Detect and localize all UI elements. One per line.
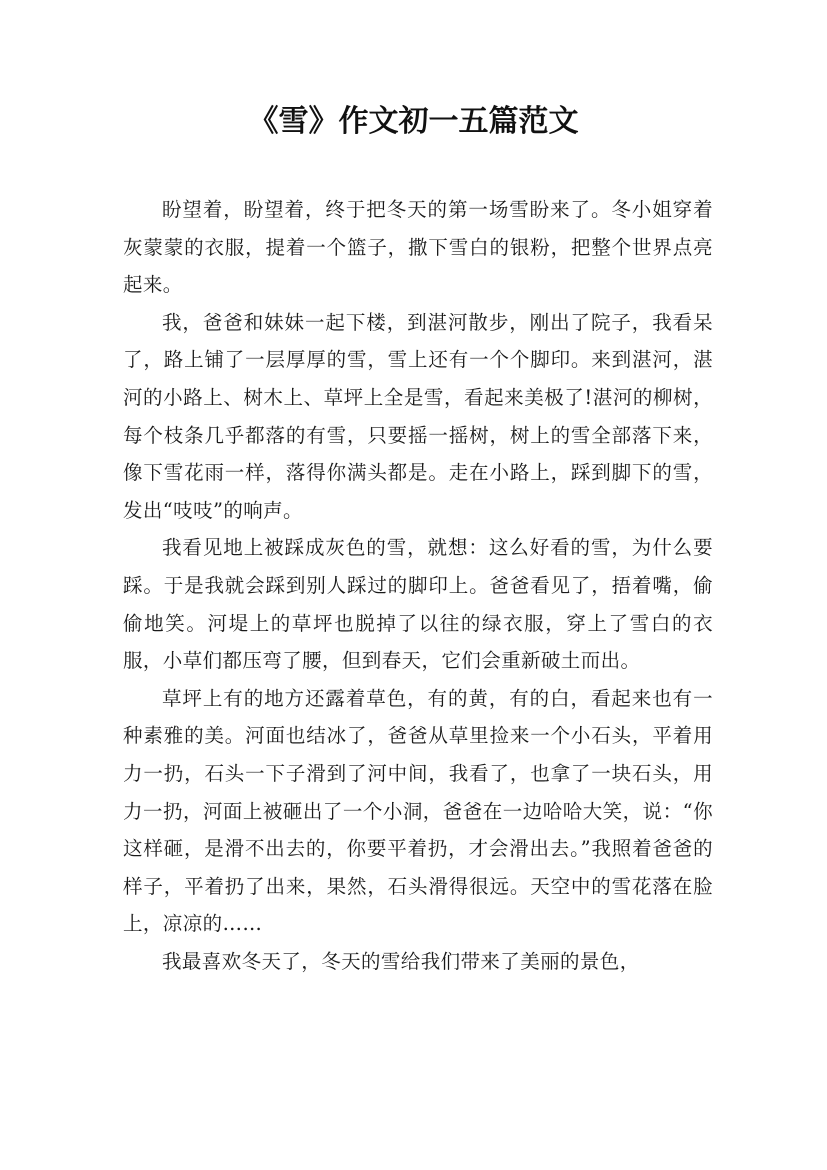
paragraph-2: 我，爸爸和妹妹一起下楼，到湛河散步，刚出了院子，我看呆了，路上铺了一层厚厚的雪，雪上还有一个个脚印。来到湛河，湛河的小路上、树木上、草坪上全是雪，看起来美极了!湛河的柳树，每个枝条几乎都落的有雪，只要摇一摇树，树上的雪全部落下来，像下雪花雨一样，落得你满头都是。走在小路上，踩到脚下的雪，发出“吱吱”的响声。 [123,310,713,522]
paragraph-3: 我看见地上被踩成灰色的雪，就想：这么好看的雪，为什么要踩。于是我就会踩到别人踩过的脚印上。爸爸看见了，捂着嘴，偷偷地笑。河堤上的草坪也脱掉了以往的绿衣服，穿上了雪白的衣服，小草们都压弯了腰，但到春天，它们会重新破土而出。 [123,536,713,673]
paragraph-4: 草坪上有的地方还露着草色，有的黄，有的白，看起来也有一种素雅的美。河面也结冰了，爸爸从草里捡来一个小石头，平着用力一扔，石头一下子滑到了河中间，我看了，也拿了一块石头，用力一扔，河面上被砸出了一个小洞，爸爸在一边哈哈大笑，说：“你这样砸，是滑不出去的，你要平着扔，才会滑出去。”我照着爸爸的样子，平着扔了出来，果然，石头滑得很远。天空中的雪花落在脸上，凉凉的…… [123,686,713,936]
paragraph-5: 我最喜欢冬天了，冬天的雪给我们带来了美丽的景色， [162,949,640,973]
document-body [123,191,713,980]
document-title: 《雪》作文初一五篇范文 [248,104,579,139]
paragraph-1: 盼望着，盼望着，终于把冬天的第一场雪盼来了。冬小姐穿着灰蒙蒙的衣服，提着一个篮子，撒下雪白的银粉，把整个世界点亮起来。 [123,198,713,297]
